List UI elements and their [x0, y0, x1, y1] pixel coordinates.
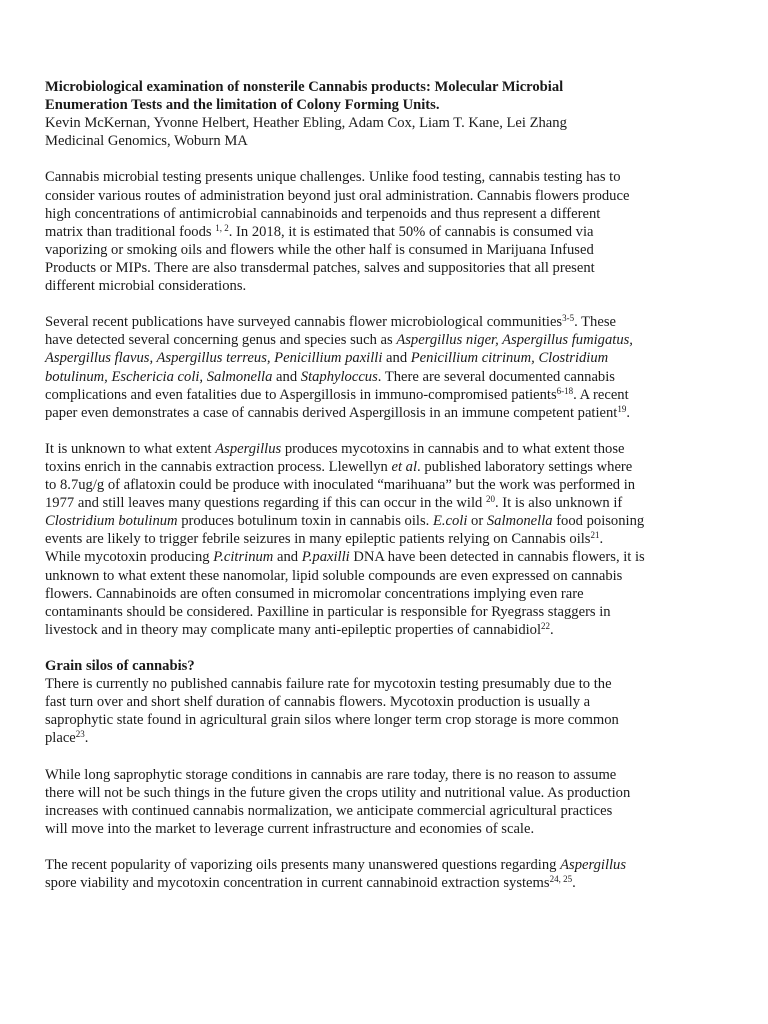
- text-run: increases with continued cannabis normalization, we anticipate commercial agricultural practices: [45, 802, 613, 819]
- text-line: [45, 205, 745, 223]
- text-run: Several recent publications have surveyed cannabis flower microbiological communities: [45, 314, 563, 331]
- paragraph-mycotoxins: [45, 440, 745, 639]
- text-run: place: [45, 730, 76, 747]
- text-run: While mycotoxin producing: [45, 549, 214, 566]
- text-line: [45, 386, 745, 404]
- text-run: and: [272, 368, 301, 385]
- text-line: [45, 404, 745, 422]
- text-run: 1977 and still leaves many questions regarding if this can occur in the wild: [45, 495, 486, 512]
- text-line: [45, 277, 745, 295]
- text-line: [45, 349, 745, 367]
- text-line: [45, 458, 745, 476]
- italic-text: E.coli: [432, 513, 468, 530]
- text-run: Medicinal Genomics, Woburn MA: [45, 133, 248, 150]
- text-run: complications and even fatalities due to Aspergillosis in immuno-compromised patients: [45, 386, 557, 403]
- text-line: [45, 711, 745, 729]
- text-line: [45, 313, 745, 331]
- paragraph-vaporizing: [45, 856, 745, 892]
- text-line: [45, 476, 745, 494]
- text-line: [45, 512, 745, 530]
- italic-text: Penicillium citrinum, Clostridium: [410, 350, 609, 367]
- text-line: [45, 548, 745, 566]
- italic-text: Aspergillus: [560, 857, 627, 874]
- text-run: produces botulinum toxin in cannabis oils.: [177, 513, 433, 530]
- text-run: and: [273, 549, 302, 566]
- citation-superscript: 19: [617, 403, 627, 414]
- text-run: toxins enrich in the cannabis extraction process. Llewellyn: [45, 458, 392, 475]
- text-run: and: [382, 350, 411, 367]
- text-run: livestock and in theory may complicate many anti-epileptic properties of cannabidiol: [45, 621, 542, 638]
- text-line: [45, 820, 745, 838]
- affiliation: [45, 132, 745, 150]
- text-run: consider various routes of administration beyond just oral administration. Cannabis flowers produce: [45, 187, 630, 204]
- text-line: [45, 802, 745, 820]
- text-line: [45, 114, 745, 132]
- text-line: [45, 96, 745, 114]
- text-run: Microbiological examination of nonsterile Cannabis products: Molecular Microbial: [45, 79, 564, 95]
- text-run: flowers. Cannabinoids are often consumed in micromolar concentrations implying even rare: [45, 585, 584, 602]
- text-line: [45, 856, 745, 874]
- text-run: events are likely to trigger febrile seizures in many epileptic patients relying on Cannabis oils: [45, 531, 591, 548]
- text-line: [45, 530, 745, 548]
- paragraph-intro: [45, 168, 745, 295]
- italic-text: Aspergillus niger, Aspergillus fumigatus,: [396, 332, 633, 349]
- text-run: . In 2018, it is estimated that 50% of cannabis is consumed via: [228, 223, 594, 240]
- citation-superscript: 23: [75, 729, 85, 740]
- document-page: [45, 78, 745, 910]
- text-run: have detected several concerning genus and species such as: [45, 332, 397, 349]
- paragraph-microbial-communities: [45, 313, 745, 422]
- text-line: [45, 241, 745, 259]
- text-run: saprophytic state found in agricultural grain silos where longer term crop storage is more common: [45, 712, 619, 729]
- text-run: contaminants should be considered. Paxilline in particular is responsible for Ryegrass staggers in: [45, 603, 611, 620]
- text-line: [45, 585, 745, 603]
- text-line: [45, 223, 745, 241]
- citation-superscript: 22: [541, 620, 551, 631]
- italic-text: Clostridium botulinum: [45, 513, 178, 530]
- text-run: .: [84, 730, 89, 747]
- text-line: [45, 368, 745, 386]
- citation-superscript: 20: [485, 494, 495, 505]
- citation-superscript: 1, 2: [215, 222, 229, 233]
- text-run: . These: [574, 314, 616, 331]
- text-run: .: [626, 404, 631, 421]
- text-run: Products or MIPs. There are also transdermal patches, salves and suppositories that all present: [45, 259, 595, 276]
- text-run: high concentrations of antimicrobial cannabinoids and terpenoids and thus represent a different: [45, 205, 601, 222]
- paragraph-storage: [45, 766, 745, 838]
- text-run: The recent popularity of vaporizing oils presents many unanswered questions regarding: [45, 857, 561, 874]
- text-line: [45, 78, 745, 96]
- text-run: paper even demonstrates a case of cannabis derived Aspergillosis in an immune competent patient: [45, 404, 618, 421]
- text-run: . published laboratory settings where: [417, 458, 633, 475]
- text-line: [45, 567, 745, 585]
- citation-superscript: 21: [590, 530, 600, 541]
- text-line: [45, 874, 745, 892]
- text-run: . There are several documented cannabis: [377, 368, 615, 385]
- text-line: [45, 440, 745, 458]
- italic-text: P.citrinum: [213, 549, 274, 566]
- text-run: Enumeration Tests and the limitation of Colony Forming Units.: [45, 97, 440, 114]
- paragraph-failure-rate: [45, 675, 745, 747]
- text-run: unknown to what extent these nanomolar, lipid soluble compounds are even expressed on cannabis: [45, 567, 623, 584]
- text-line: [45, 766, 745, 784]
- text-line: [45, 693, 745, 711]
- text-line: [45, 729, 745, 747]
- italic-text: Aspergillus: [215, 440, 282, 457]
- italic-text: et al: [391, 458, 418, 475]
- text-run: spore viability and mycotoxin concentration in current cannabinoid extraction systems: [45, 875, 550, 892]
- citation-superscript: 3-5: [562, 313, 575, 324]
- text-run: vaporizing or smoking oils and flowers while the other half is consumed in Marijuana Infused: [45, 241, 594, 258]
- text-line: [45, 132, 745, 150]
- text-run: or: [467, 513, 487, 530]
- text-run: Kevin McKernan, Yvonne Helbert, Heather Ebling, Adam Cox, Liam T. Kane, Lei Zhang: [45, 115, 567, 132]
- paper-title: [45, 78, 745, 114]
- italic-text: P.paxilli: [301, 549, 350, 566]
- text-run: matrix than traditional foods: [45, 223, 216, 240]
- italic-text: Aspergillus flavus, Aspergillus terreus, Penicillium paxilli: [45, 350, 383, 367]
- text-run: It is unknown to what extent: [45, 440, 216, 457]
- text-line: [45, 187, 745, 205]
- text-run: DNA have been detected in cannabis flowers, it is: [349, 549, 645, 566]
- italic-text: botulinum, Eschericia coli, Salmonella: [45, 368, 273, 385]
- italic-text: Salmonella: [486, 513, 553, 530]
- text-run: . It is also unknown if: [494, 495, 623, 512]
- text-line: [45, 168, 745, 186]
- text-run: different microbial considerations.: [45, 278, 247, 295]
- text-run: food poisoning: [552, 513, 645, 530]
- text-line: [45, 784, 745, 802]
- text-line: [45, 259, 745, 277]
- italic-text: Staphyloccus: [300, 368, 378, 385]
- text-run: .: [572, 875, 576, 892]
- citation-superscript: 24, 25: [549, 874, 573, 885]
- citation-superscript: 6-18: [556, 385, 574, 396]
- text-run: There is currently no published cannabis failure rate for mycotoxin testing presumably due to the: [45, 676, 612, 693]
- text-run: .: [599, 531, 604, 548]
- text-line: [45, 675, 745, 693]
- section-heading: Grain silos of cannabis?: [45, 658, 195, 674]
- text-run: there will not be such things in the future given the crops utility and nutritional value. As production: [45, 784, 631, 801]
- text-run: Cannabis microbial testing presents unique challenges. Unlike food testing, cannabis testing has to: [45, 169, 621, 186]
- text-run: produces mycotoxins in cannabis and to what extent those: [281, 440, 625, 457]
- text-run: will move into the market to leverage current infrastructure and economies of scale.: [45, 820, 535, 837]
- text-run: . A recent: [573, 386, 629, 403]
- text-line: [45, 621, 745, 639]
- text-line: [45, 331, 745, 349]
- text-line: [45, 494, 745, 512]
- text-run: .: [550, 621, 554, 638]
- author-list: [45, 114, 745, 132]
- text-run: fast turn over and short shelf duration of cannabis flowers. Mycotoxin production is usually a: [45, 694, 591, 711]
- text-line: [45, 603, 745, 621]
- text-run: While long saprophytic storage conditions in cannabis are rare today, there is no reason to assume: [45, 766, 617, 783]
- text-run: to 8.7ug/g of aflatoxin could be produce with inoculated “marihuana” but the work was performed in: [45, 477, 636, 494]
